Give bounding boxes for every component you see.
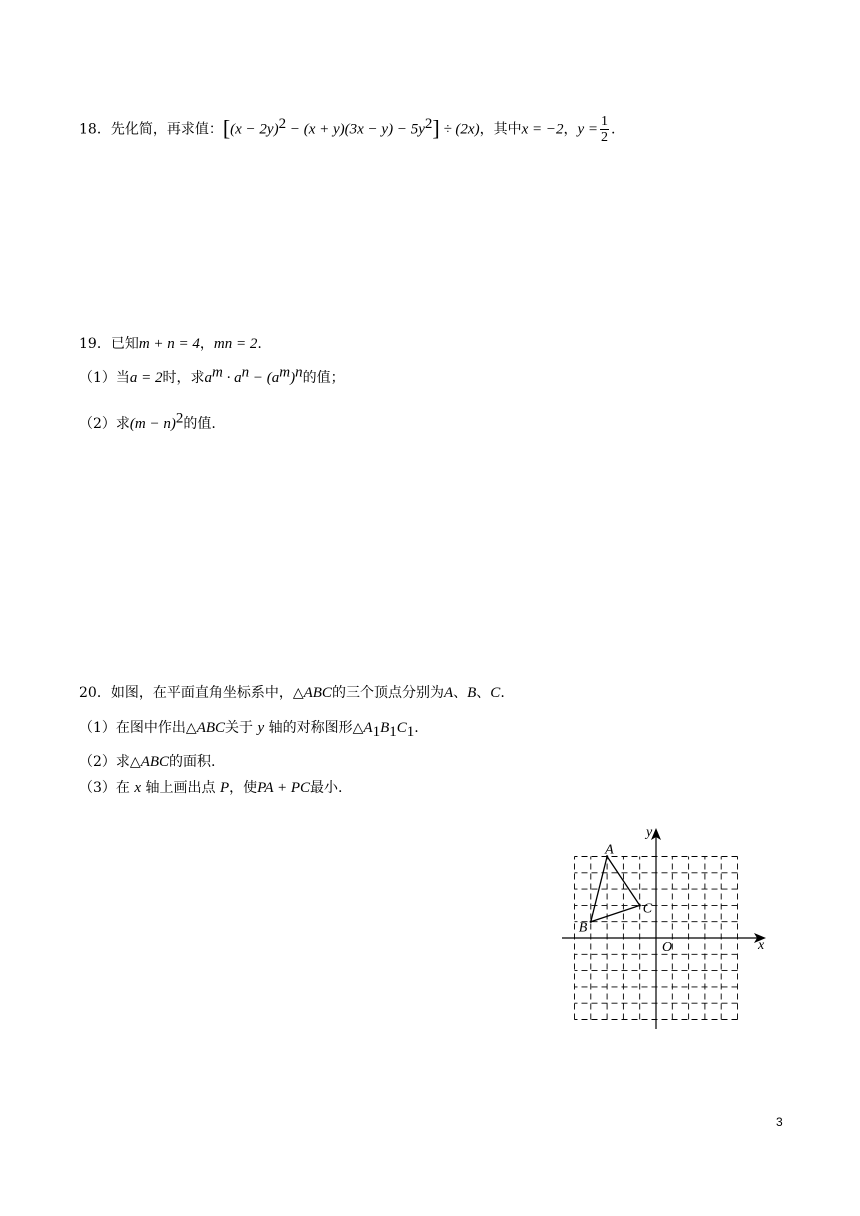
- period: .: [257, 336, 262, 352]
- period: .: [414, 720, 419, 736]
- separator: 、: [476, 685, 491, 701]
- question-20-part-3: [79, 778, 343, 798]
- exponent: 2: [278, 115, 287, 132]
- fraction-denominator: 2: [601, 130, 609, 145]
- expression-term-b: − (x + y)(3x − y) − 5y: [286, 121, 425, 138]
- question-text: ，使: [229, 780, 258, 796]
- period: .: [500, 685, 505, 701]
- question-text: 如图，在平面直角坐标系中，△: [110, 685, 304, 701]
- question-text: 轴的对称图形△: [268, 720, 364, 736]
- question-20: [79, 683, 505, 703]
- question-text: 的三个顶点分别为: [331, 685, 444, 701]
- subscript: 1: [389, 723, 397, 740]
- y-fraction: [600, 114, 609, 145]
- exponent: 2: [175, 410, 184, 427]
- subscript: 1: [372, 723, 381, 740]
- page-number: 3: [776, 1115, 783, 1129]
- point-label: B: [380, 720, 390, 736]
- expression: − (a: [249, 370, 280, 386]
- origin-label: O: [662, 940, 673, 955]
- point-label: A: [363, 720, 373, 736]
- question-text: ，其中: [479, 121, 522, 138]
- question-18: [79, 114, 615, 145]
- y-axis-label: y: [646, 825, 653, 840]
- expression: (m − n): [129, 416, 176, 432]
- question-text: 的面积.: [169, 754, 216, 770]
- coordinate-figure: [558, 824, 778, 1039]
- exponent: m: [212, 364, 223, 381]
- question-text: 先化简，再求值：: [110, 121, 223, 138]
- expression: PA + PC: [257, 780, 311, 796]
- question-text: 最小.: [310, 780, 343, 796]
- point-label: P: [219, 780, 230, 796]
- expression-term-a: (x − 2y): [230, 121, 279, 138]
- question-20-part-2: [79, 752, 215, 772]
- question-text: 的值；: [302, 370, 345, 386]
- point-label: B: [467, 685, 477, 701]
- separator: ，: [199, 336, 214, 352]
- question-number: 19．: [79, 336, 111, 352]
- triangle-name: ABC: [140, 754, 170, 770]
- exponent: m: [279, 364, 291, 381]
- period: .: [611, 121, 616, 138]
- point-label: C: [396, 720, 407, 736]
- y-lhs: y =: [577, 121, 599, 138]
- subscript: 1: [406, 723, 415, 740]
- part-label: （3）在: [79, 780, 130, 796]
- part-label: （1）当: [79, 370, 130, 386]
- condition-2: mn = 2: [213, 336, 258, 352]
- bracket-close: ]: [432, 115, 440, 141]
- bracket-open: [: [222, 115, 231, 141]
- point-c-label: C: [642, 901, 653, 917]
- separator: ，: [563, 121, 578, 138]
- axis-name: y: [257, 720, 265, 736]
- question-text: 的值.: [183, 416, 216, 432]
- axis-name: x: [134, 780, 142, 796]
- expression-divisor: ÷ (2x): [439, 121, 480, 138]
- separator: 、: [453, 685, 468, 701]
- point-label: C: [490, 685, 501, 701]
- triangle-name: ABC: [196, 720, 226, 736]
- triangle-name: ABC: [303, 685, 332, 701]
- expression: a: [204, 370, 213, 386]
- axes: [562, 828, 766, 1029]
- exponent: 2: [424, 115, 433, 132]
- question-19: [79, 334, 262, 354]
- question-19-part-1: [79, 364, 345, 388]
- x-value: x = −2: [521, 121, 564, 138]
- expression: · a: [222, 370, 242, 386]
- question-19-part-2: [79, 410, 216, 434]
- exponent: n: [295, 364, 303, 381]
- point-b-label: B: [578, 920, 588, 936]
- point-label: A: [443, 685, 454, 701]
- a-value: a = 2: [129, 370, 163, 386]
- condition-1: m + n = 4: [138, 336, 200, 352]
- question-text: 关于: [225, 720, 254, 736]
- exponent: n: [241, 364, 250, 381]
- fraction-numerator: 1: [601, 114, 609, 129]
- part-label: （2）求△: [79, 754, 141, 770]
- x-axis-label: x: [758, 938, 765, 953]
- question-text: 时，求: [162, 370, 205, 386]
- point-a-label: A: [605, 842, 614, 858]
- point-b: [590, 921, 592, 923]
- expression: ): [290, 370, 296, 386]
- part-label: （1）在图中作出△: [79, 720, 197, 736]
- question-number: 20．: [79, 685, 111, 701]
- question-text: 已知: [110, 336, 139, 352]
- part-label: （2）求: [79, 416, 130, 432]
- question-20-part-1: [79, 718, 419, 738]
- question-text: 轴上画出点: [145, 780, 216, 796]
- point-c: [639, 904, 641, 906]
- question-number: 18．: [79, 121, 111, 138]
